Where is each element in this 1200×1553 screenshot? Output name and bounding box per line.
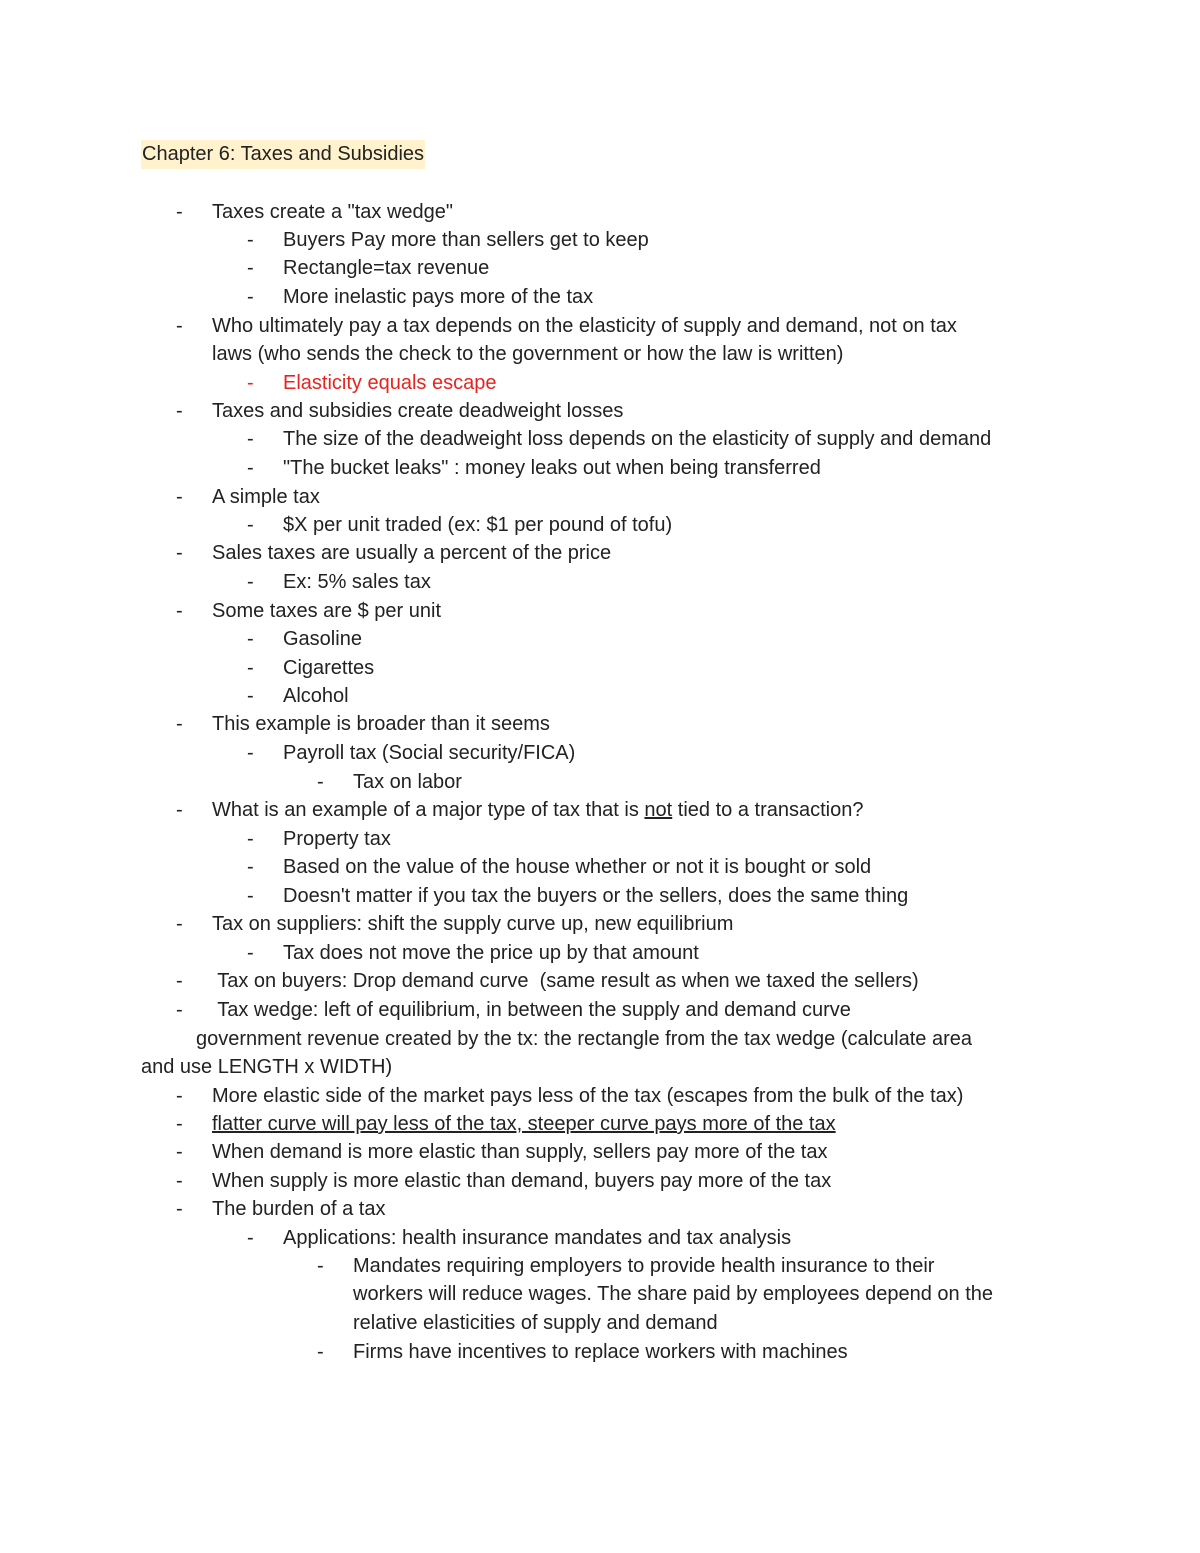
list-item-text: Property tax (283, 828, 391, 850)
list-item-text: Who ultimately pay a tax depends on the elasticity of supply and demand, not on tax (212, 315, 957, 337)
list-item-text: A simple tax (212, 486, 320, 508)
bullet-dash: - (176, 713, 183, 735)
list-item-text: $X per unit traded (ex: $1 per pound of tofu) (283, 514, 673, 536)
list-item-text: Based on the value of the house whether or not it is bought or sold (283, 856, 872, 878)
bullet-dash: - (247, 942, 254, 964)
text-segment: tied to a transaction? (672, 799, 864, 821)
bullet-dash: - (176, 1170, 183, 1192)
bullet-dash: - (247, 286, 254, 308)
list-item-text: Cigarettes (283, 657, 375, 679)
list-item-text-continued: workers will reduce wages. The share paid by employees depend on the (353, 1283, 993, 1305)
bullet-dash: - (247, 856, 254, 878)
list-item-text: Tax on suppliers: shift the supply curve up, new equilibrium (212, 913, 734, 935)
bullet-dash: - (247, 514, 254, 536)
bullet-dash: - (317, 771, 324, 793)
bullet-dash: - (247, 828, 254, 850)
list-item-text: Tax on labor (353, 771, 462, 793)
bullet-dash: - (247, 685, 254, 707)
bullet-dash: - (176, 799, 183, 821)
list-item-text-continued: relative elasticities of supply and demand (353, 1312, 718, 1334)
bullet-dash: - (176, 542, 183, 564)
list-item-text: Tax wedge: left of equilibrium, in between the supply and demand curve (212, 999, 851, 1021)
list-item-text: Firms have incentives to replace workers with machines (353, 1341, 848, 1363)
list-item-text: This example is broader than it seems (212, 713, 550, 735)
bullet-dash: - (247, 657, 254, 679)
bullet-dash: - (176, 913, 183, 935)
bullet-dash: - (247, 571, 254, 593)
bullet-dash: - (247, 229, 254, 251)
bullet-dash: - (176, 1198, 183, 1220)
underlined-text: not (644, 799, 673, 821)
list-item-text-continued: laws (who sends the check to the government or how the law is written) (212, 343, 844, 365)
bullet-dash: - (247, 628, 254, 650)
list-item-text: Elasticity equals escape (283, 372, 497, 394)
list-item-text: Taxes create a "tax wedge" (212, 201, 453, 223)
bullet-dash: - (317, 1341, 324, 1363)
bullet-dash: - (176, 970, 183, 992)
bullet-dash: - (247, 457, 254, 479)
list-item-text: The burden of a tax (212, 1198, 386, 1220)
paragraph-line: government revenue created by the tx: the rectangle from the tax wedge (calculate area (196, 1028, 972, 1050)
list-item-text: "The bucket leaks" : money leaks out when being transferred (283, 457, 821, 479)
bullet-dash: - (176, 999, 183, 1021)
chapter-title: Chapter 6: Taxes and Subsidies (141, 140, 425, 169)
list-item-text: The size of the deadweight loss depends on the elasticity of supply and demand (283, 428, 992, 450)
bullet-dash: - (247, 428, 254, 450)
list-item-text: Tax on buyers: Drop demand curve (same result as when we taxed the sellers) (212, 970, 919, 992)
bullet-dash: - (247, 1227, 254, 1249)
list-item-text: When supply is more elastic than demand, buyers pay more of the tax (212, 1170, 832, 1192)
bullet-dash: - (247, 257, 254, 279)
underlined-text: flatter curve will pay less of the tax, steeper curve pays more of the tax (212, 1113, 836, 1135)
list-item-text: Buyers Pay more than sellers get to keep (283, 229, 649, 251)
list-item-text: More elastic side of the market pays less of the tax (escapes from the bulk of the tax) (212, 1085, 964, 1107)
list-item-text: Doesn't matter if you tax the buyers or the sellers, does the same thing (283, 885, 909, 907)
list-item-text: Ex: 5% sales tax (283, 571, 431, 593)
bullet-dash: - (176, 486, 183, 508)
list-item-text: Taxes and subsidies create deadweight losses (212, 400, 624, 422)
bullet-dash: - (176, 400, 183, 422)
list-item-text: Rectangle=tax revenue (283, 257, 490, 279)
list-item-text: Sales taxes are usually a percent of the price (212, 542, 612, 564)
list-item-text: Applications: health insurance mandates and tax analysis (283, 1227, 792, 1249)
text-segment: What is an example of a major type of tax that is (212, 799, 645, 821)
list-item-text: More inelastic pays more of the tax (283, 286, 594, 308)
bullet-dash: - (176, 600, 183, 622)
bullet-dash: - (176, 315, 183, 337)
bullet-dash: - (247, 742, 254, 764)
list-item-text (212, 796, 863, 824)
list-item-text: Mandates requiring employers to provide health insurance to their (353, 1255, 935, 1277)
bullet-dash: - (176, 1113, 183, 1135)
bullet-dash: - (317, 1255, 324, 1277)
list-item-text: When demand is more elastic than supply, sellers pay more of the tax (212, 1141, 828, 1163)
list-item-text: Some taxes are $ per unit (212, 600, 442, 622)
list-item-text: Tax does not move the price up by that amount (283, 942, 699, 964)
list-item-text: Alcohol (283, 685, 349, 707)
list-item-text: Payroll tax (Social security/FICA) (283, 742, 576, 764)
bullet-dash: - (176, 201, 183, 223)
bullet-dash: - (247, 372, 254, 394)
bullet-dash: - (247, 885, 254, 907)
bullet-dash: - (176, 1141, 183, 1163)
list-item-text: Gasoline (283, 628, 362, 650)
bullet-dash: - (176, 1085, 183, 1107)
paragraph-line-continued: and use LENGTH x WIDTH) (141, 1056, 393, 1078)
